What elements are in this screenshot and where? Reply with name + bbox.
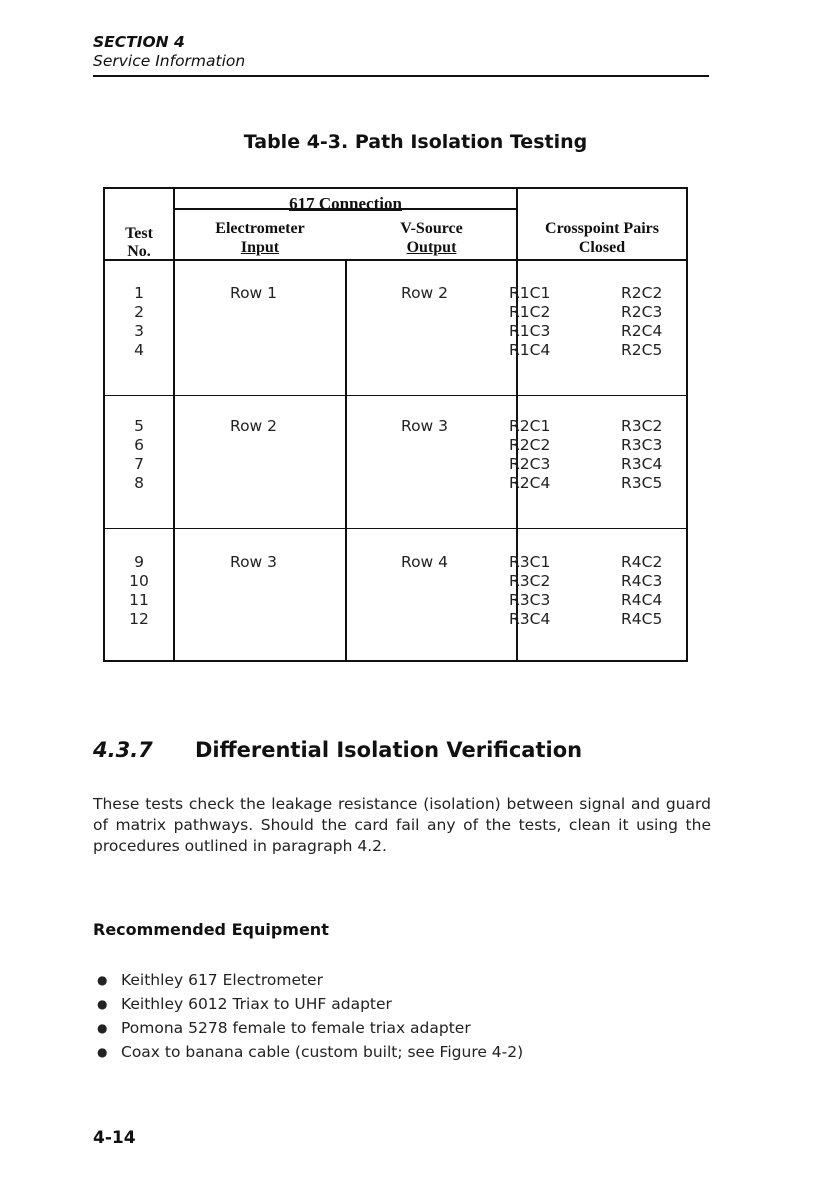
crosspoint-b: R2C3 <box>621 303 663 321</box>
section-subtitle: Service Information <box>93 52 246 70</box>
section-title: Differential Isolation Verification <box>195 738 583 762</box>
group-divider <box>105 528 686 529</box>
test-number: 3 <box>134 322 144 340</box>
header-input: Input <box>240 239 280 256</box>
body-paragraph <box>93 794 711 857</box>
equipment-heading: Recommended Equipment <box>93 920 329 939</box>
table-divider <box>105 259 686 261</box>
page-number: 4-14 <box>93 1128 136 1148</box>
input-row: Row 3 <box>230 553 278 571</box>
group-divider <box>105 395 686 396</box>
header-rule <box>93 75 709 77</box>
crosspoint-b: R3C4 <box>621 455 663 473</box>
crosspoint-b: R4C2 <box>621 553 663 571</box>
equipment-item-text: Coax to banana cable (custom built; see Figure 4-2) <box>121 1043 524 1061</box>
equipment-item-text: Keithley 6012 Triax to UHF adapter <box>121 995 392 1013</box>
crosspoint-b: R4C5 <box>621 610 663 628</box>
equipment-item-text: Pomona 5278 female to female triax adapter <box>121 1019 471 1037</box>
crosspoint-a: R3C2 <box>509 572 551 590</box>
header-crosspoint-pairs: Crosspoint Pairs <box>545 220 659 237</box>
test-number: 9 <box>134 553 144 571</box>
crosspoint-b: R3C3 <box>621 436 663 454</box>
section-heading <box>93 738 582 762</box>
test-number: 4 <box>134 341 144 359</box>
header-electrometer: Electrometer <box>215 220 305 237</box>
header-closed: Closed <box>578 239 626 256</box>
equipment-item <box>97 992 523 1016</box>
equipment-item <box>97 968 523 992</box>
crosspoint-a: R2C1 <box>509 417 551 435</box>
header-output: Output <box>406 239 457 256</box>
crosspoint-a: R3C3 <box>509 591 551 609</box>
crosspoint-a: R3C4 <box>509 610 551 628</box>
equipment-list <box>97 968 523 1064</box>
output-row: Row 4 <box>401 553 449 571</box>
header-617-connection: 617 Connection <box>289 194 402 213</box>
section-label: SECTION 4 <box>93 33 185 51</box>
paragraph-text: These tests check the leakage resistance (isolation) between signal and guard of matrix pathways. Should the card fail any of the tests, clean it using the procedures outlined in paragraph 4.2. <box>93 795 711 855</box>
table-title: Table 4-3. Path Isolation Testing <box>243 131 588 153</box>
input-row: Row 2 <box>230 417 278 435</box>
section-number: 4.3.7 <box>93 738 153 762</box>
test-number: 6 <box>134 436 144 454</box>
test-number: 10 <box>129 572 149 590</box>
crosspoint-b: R2C4 <box>621 322 663 340</box>
crosspoint-a: R1C4 <box>509 341 551 359</box>
crosspoint-a: R3C1 <box>509 553 551 571</box>
isolation-table <box>103 187 688 662</box>
crosspoint-a: R2C4 <box>509 474 551 492</box>
crosspoint-b: R3C2 <box>621 417 663 435</box>
header-no: No. <box>127 243 151 260</box>
crosspoint-a: R1C1 <box>509 284 551 302</box>
header-test: Test <box>125 225 153 242</box>
output-row: Row 3 <box>401 417 449 435</box>
table-divider <box>345 261 347 660</box>
crosspoint-b: R4C4 <box>621 591 663 609</box>
crosspoint-a: R1C3 <box>509 322 551 340</box>
test-number: 1 <box>134 284 144 302</box>
header-vsource: V-Source <box>400 220 463 237</box>
test-number: 11 <box>129 591 149 609</box>
equipment-item <box>97 1040 523 1064</box>
output-row: Row 2 <box>401 284 449 302</box>
crosspoint-b: R2C2 <box>621 284 663 302</box>
test-number: 8 <box>134 474 144 492</box>
test-number: 12 <box>129 610 149 628</box>
bullet-icon: ● <box>97 997 108 1011</box>
input-row: Row 1 <box>230 284 278 302</box>
crosspoint-b: R2C5 <box>621 341 663 359</box>
test-number: 2 <box>134 303 144 321</box>
test-number: 7 <box>134 455 144 473</box>
test-number: 5 <box>134 417 144 435</box>
crosspoint-b: R3C5 <box>621 474 663 492</box>
bullet-icon: ● <box>97 973 108 987</box>
bullet-icon: ● <box>97 1045 108 1059</box>
crosspoint-a: R2C2 <box>509 436 551 454</box>
crosspoint-a: R1C2 <box>509 303 551 321</box>
crosspoint-b: R4C3 <box>621 572 663 590</box>
equipment-item-text: Keithley 617 Electrometer <box>121 971 323 989</box>
crosspoint-a: R2C3 <box>509 455 551 473</box>
bullet-icon: ● <box>97 1021 108 1035</box>
equipment-item <box>97 1016 523 1040</box>
